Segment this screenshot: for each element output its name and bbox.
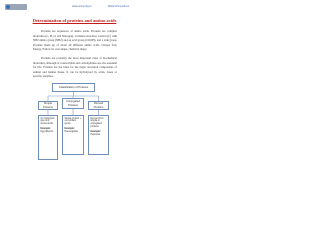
classification-root-box <box>52 83 95 92</box>
derived-example-text: Peptones <box>90 134 101 137</box>
conjugated-proteins-box <box>62 98 84 109</box>
conjugated-example-text: Haemoglobin <box>64 131 79 134</box>
derived-proteins-detail <box>88 115 109 155</box>
conjugated-detail-text: Simple protein + non-protein group. <box>64 117 82 126</box>
derived-detail-text: Derived from simple or conjugated proteins. <box>90 117 104 129</box>
conjugated-proteins-detail <box>62 115 84 155</box>
header-website-link-2[interactable]: Www.Vcmp.edu.in <box>108 5 130 8</box>
header-website-link[interactable]: www.vcmp.org.in <box>72 5 92 8</box>
simple-detail-text: On hydrolysis give only amino acids. <box>40 117 55 126</box>
classification-root-label: Classification of Proteins <box>58 85 89 89</box>
simple-example-text: Egg albumin <box>40 131 54 134</box>
simple-proteins-label: Simple Proteins <box>43 102 53 109</box>
simple-proteins-box <box>38 101 58 110</box>
conjugated-example-label: Example: <box>64 128 75 131</box>
simple-proteins-detail <box>38 115 58 160</box>
derived-proteins-box <box>88 101 109 110</box>
paragraph-1: Proteins are sequences of amino acids. Proteins are complex molecules (C, H, O, and Nitrogen). Common structure: Carbon (C) with NH2 amino group (NH2) and an acid group (COOH), and a side group. Proteins made up of about 20 different amino acids. Unique fold, Energy, Follow its own shape, chemical shape. <box>33 29 117 52</box>
conjugated-proteins-label: Conjugated Proteins <box>66 100 80 107</box>
paragraph-2: Proteins are probably the most important class of biochemical molecules, although of course lipids and carbohydrates are also essential for life. Proteins are the basis for the major structural components of animal and human tissue. It can be hydrolysed by acids, bases or specific enzymes. <box>33 56 117 79</box>
document-page <box>0 0 149 198</box>
derived-proteins-label: Derived Proteins <box>93 102 104 109</box>
document-title: Determination of proteins and amino acids <box>32 18 117 23</box>
derived-example-label: Example: <box>90 131 101 134</box>
simple-example-label: Example: <box>40 128 51 131</box>
